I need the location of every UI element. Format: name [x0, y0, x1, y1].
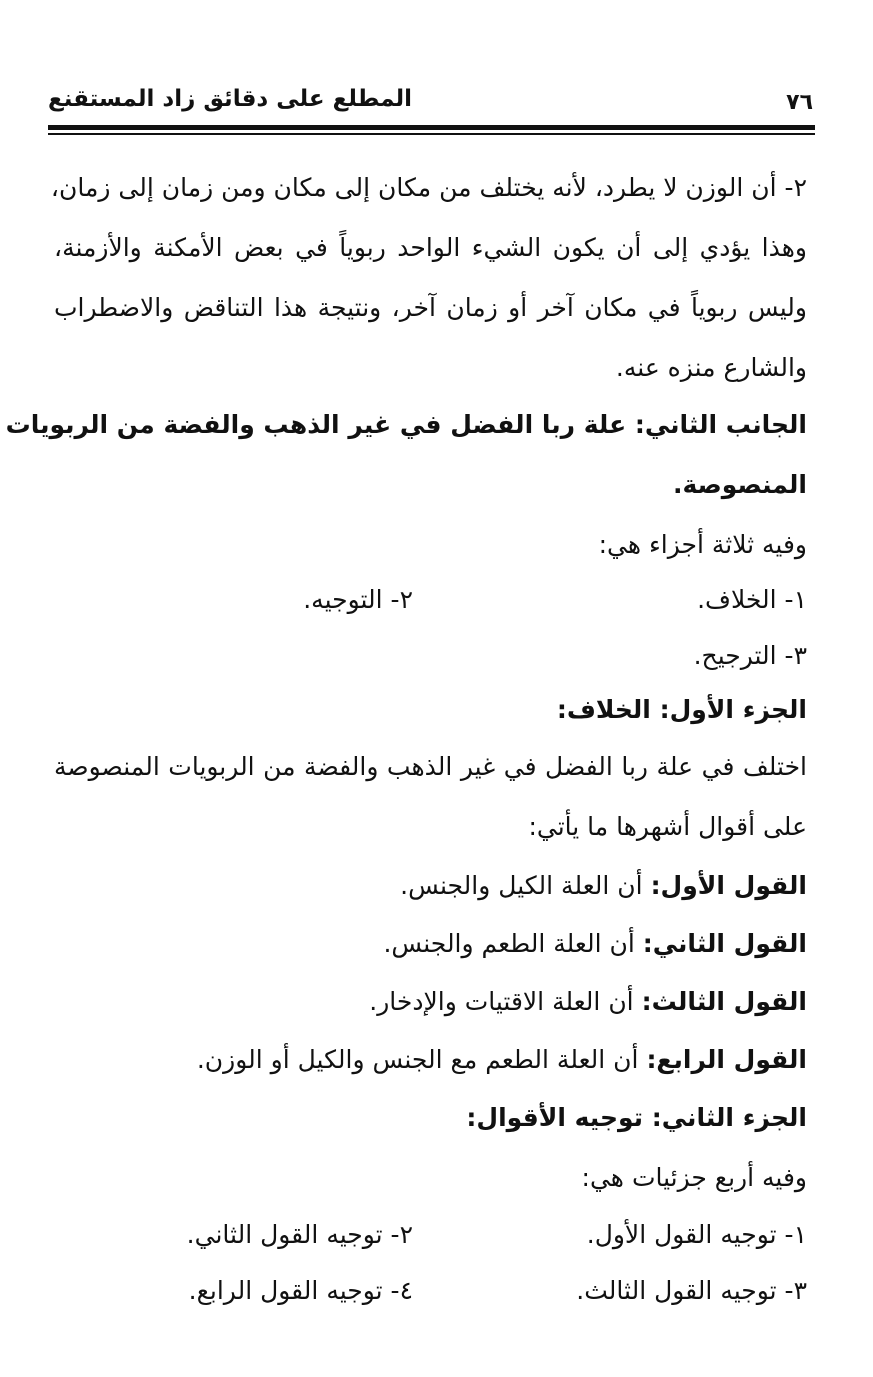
opinion-item [383, 924, 807, 964]
part-heading: الجزء الثاني: توجيه الأقوال: [466, 1103, 807, 1132]
opinion-label: القول الأول: [650, 871, 807, 900]
opinion-item [197, 1040, 807, 1080]
opinion-item [400, 866, 807, 906]
opinion-text: أن العلة الطعم والجنس. [383, 929, 635, 958]
list-item: ١- الخلاف. [697, 585, 807, 614]
opinion-label: القول الثالث: [641, 987, 807, 1016]
section-intro: وفيه ثلاثة أجزاء هي: [598, 530, 807, 559]
list-item: ٣- الترجيح. [693, 641, 807, 670]
paragraph-line: على أقوال أشهرها ما يأتي: [528, 812, 807, 841]
page-header [48, 86, 813, 126]
paragraph-line: اختلف في علة ربا الفضل في غير الذهب والفضة من الربويات المنصوصة [54, 752, 807, 781]
list-item: ٤- توجيه القول الرابع. [188, 1276, 413, 1305]
section-heading-continued: المنصوصة. [672, 470, 807, 499]
header-rule-thin [48, 133, 815, 135]
header-rule-thick [48, 125, 815, 130]
running-title: المطلع على دقائق زاد المستقنع [48, 86, 413, 112]
opinion-item [369, 982, 807, 1022]
paragraph-line: ٢- أن الوزن لا يطرد، لأنه يختلف من مكان إلى مكان ومن زمان إلى زمان، [50, 173, 807, 202]
page-number: ٧٦ [786, 90, 813, 115]
paragraph-line: وهذا يؤدي إلى أن يكون الشيء الواحد ربوياً في بعض الأمكنة والأزمنة، [54, 233, 807, 262]
paragraph-line: والشارع منزه عنه. [615, 353, 807, 382]
list-item: ١- توجيه القول الأول. [586, 1220, 807, 1249]
opinion-text: أن العلة الطعم مع الجنس والكيل أو الوزن. [196, 1045, 639, 1074]
opinion-label: القول الثاني: [642, 929, 807, 958]
opinion-text: أن العلة الاقتيات والإدخار. [369, 987, 634, 1016]
paragraph-line: وليس ربوياً في مكان آخر أو زمان آخر، ونتيجة هذا التناقض والاضطراب [54, 293, 807, 322]
section-intro: وفيه أربع جزئيات هي: [581, 1163, 807, 1192]
list-item: ٢- التوجيه. [303, 585, 413, 614]
list-item: ٢- توجيه القول الثاني. [186, 1220, 413, 1249]
opinion-label: القول الرابع: [646, 1045, 807, 1074]
opinion-text: أن العلة الكيل والجنس. [400, 871, 643, 900]
part-heading: الجزء الأول: الخلاف: [556, 695, 807, 724]
list-item: ٣- توجيه القول الثالث. [576, 1276, 807, 1305]
section-heading: الجانب الثاني: علة ربا الفضل في غير الذهب والفضة من الربويات [5, 410, 807, 439]
